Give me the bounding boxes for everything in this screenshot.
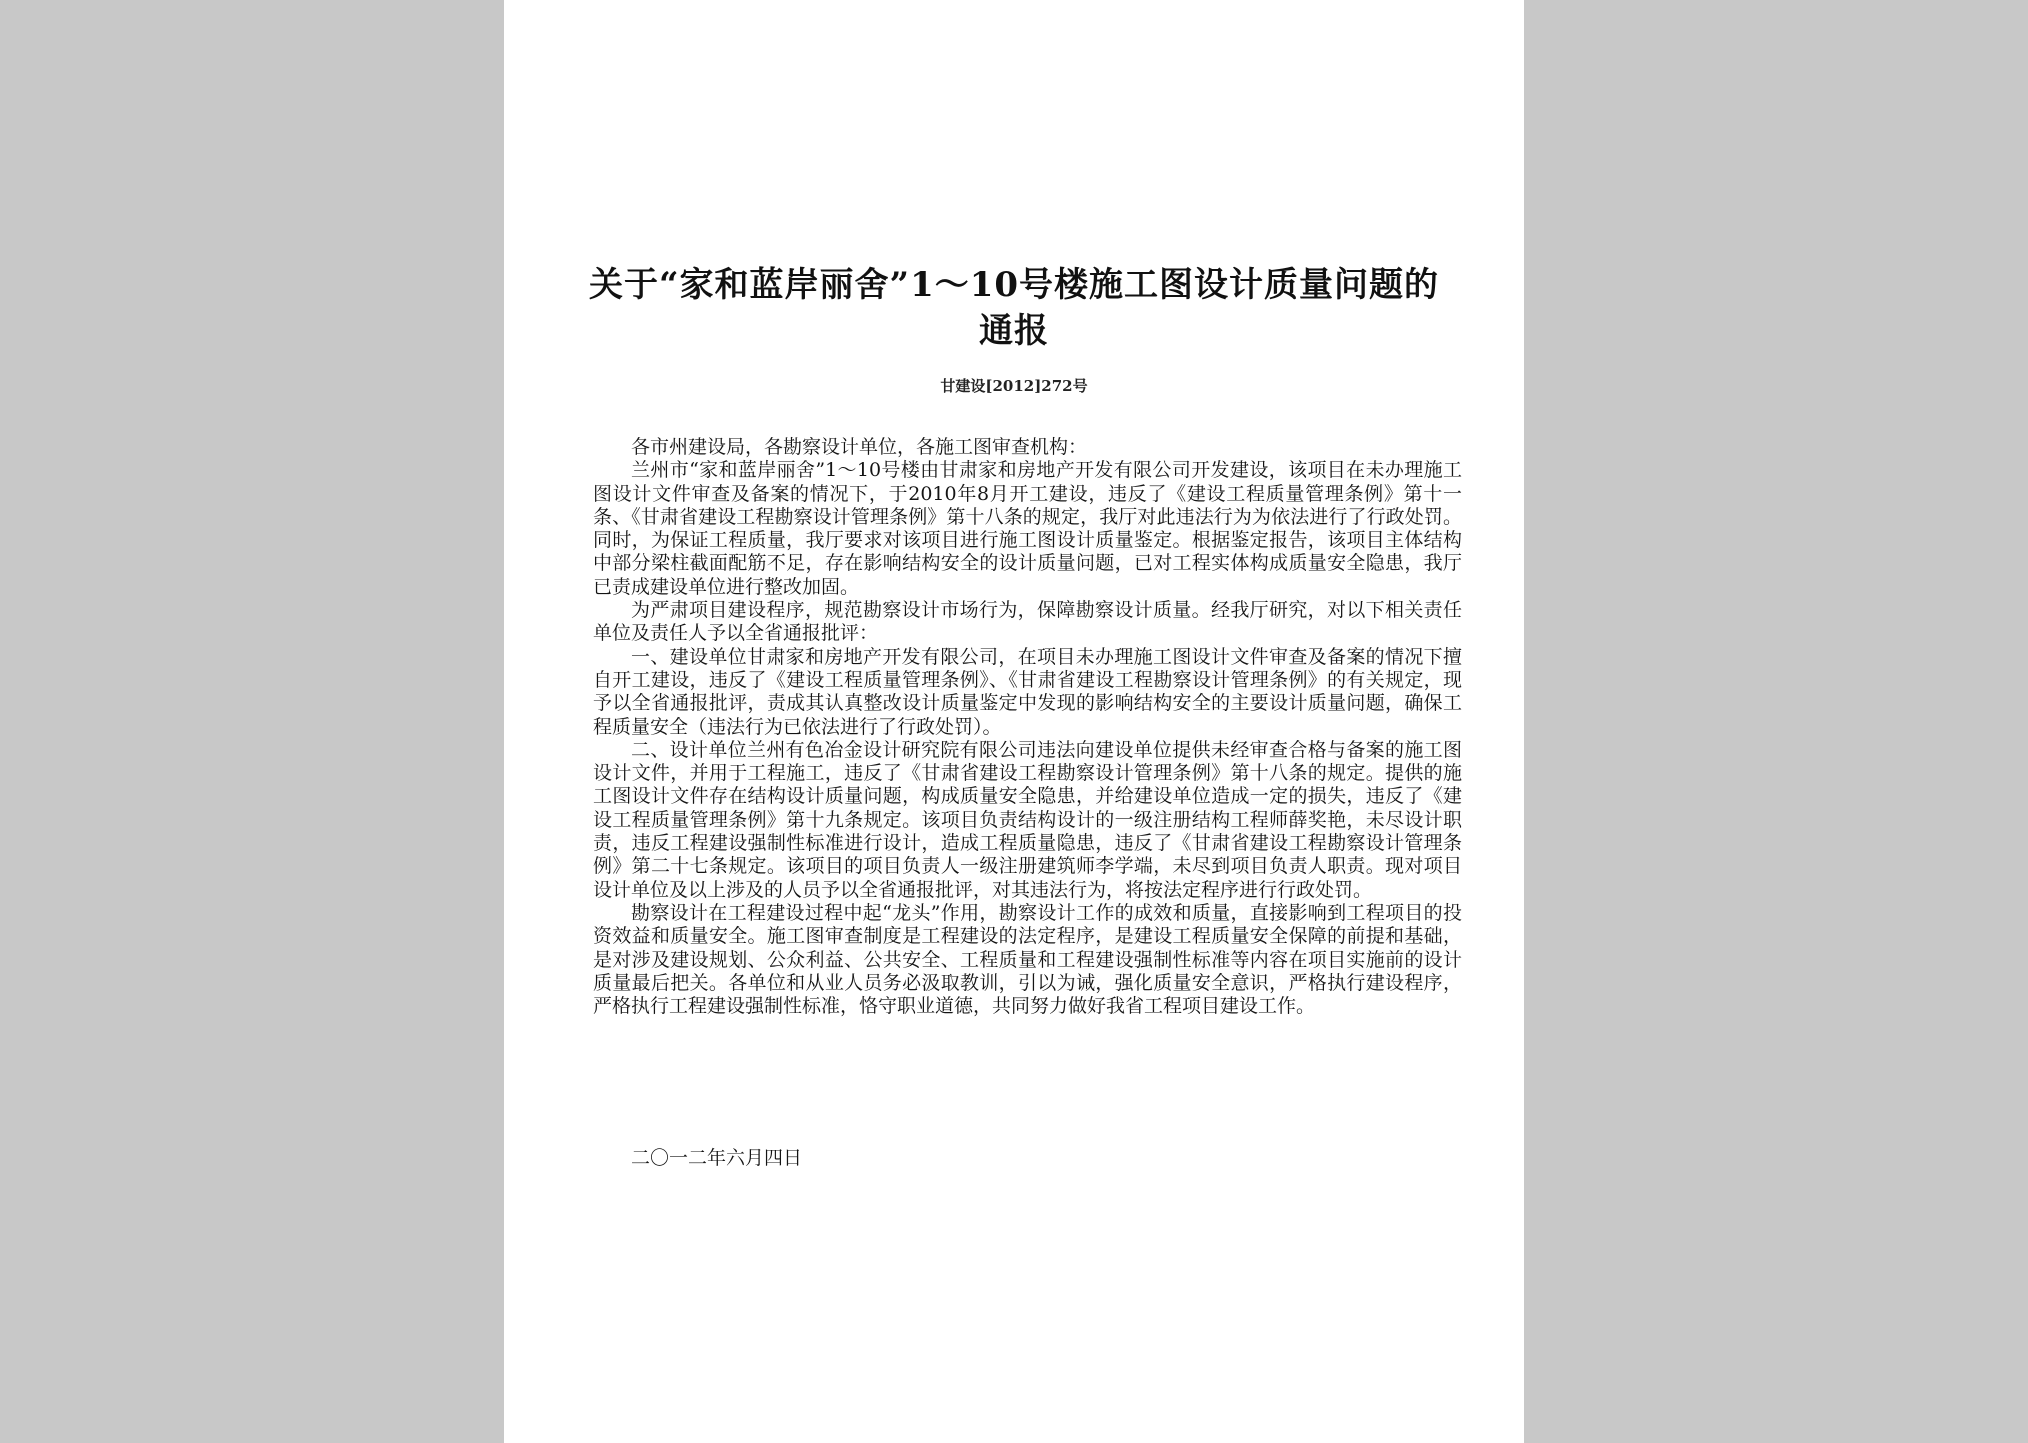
- document-number: 甘建设[2012]272号: [940, 377, 1088, 395]
- title-line-1: 关于“家和蓝岸丽舍”1～10号楼施工图设计质量问题的: [588, 265, 1440, 305]
- document-page: [504, 0, 1524, 1443]
- paragraph: 一、建设单位甘肃家和房地产开发有限公司，在项目未办理施工图设计文件审查及备案的情况下擅自开工建设，违反了《建设工程质量管理条例》、《甘肃省建设工程勘察设计管理条例》的有关规定，现予以全省通报批评，责成其认真整改设计质量鉴定中发现的影响结构安全的主要设计质量问题，确保工程质量安全（违法行为已依法进行了行政处罚）。: [593, 645, 1462, 738]
- salutation: 各市州建设局，各勘察设计单位，各施工图审查机构：: [631, 436, 1088, 458]
- document-body: [593, 436, 1462, 1018]
- paragraph: 为严肃项目建设程序，规范勘察设计市场行为，保障勘察设计质量。经我厅研究，对以下相关责任单位及责任人予以全省通报批评：: [593, 599, 1462, 645]
- paragraph: 勘察设计在工程建设过程中起“龙头”作用，勘察设计工作的成效和质量，直接影响到工程项目的投资效益和质量安全。施工图审查制度是工程建设的法定程序，是建设工程质量安全保障的前提和基础，是对涉及建设规划、公众利益、公共安全、工程质量和工程建设强制性标准等内容在项目实施前的设计质量最后把关。各单位和从业人员务必汲取教训，引以为诫，强化质量安全意识，严格执行建设程序，严格执行工程建设强制性标准，恪守职业道德，共同努力做好我省工程项目建设工作。: [593, 901, 1462, 1018]
- document-date: 二〇一二年六月四日: [631, 1147, 803, 1169]
- document-title: [564, 262, 1464, 354]
- title-line-2: 通报: [979, 311, 1049, 351]
- paragraph: 二、设计单位兰州有色冶金设计研究院有限公司违法向建设单位提供未经审查合格与备案的施工图设计文件，并用于工程施工，违反了《甘肃省建设工程勘察设计管理条例》第十八条的规定。提供的施工图设计文件存在结构设计质量问题，构成质量安全隐患，并给建设单位造成一定的损失，违反了《建设工程质量管理条例》第十九条规定。该项目负责结构设计的一级注册结构工程师薛奖艳，未尽设计职责，违反工程建设强制性标准进行设计，造成工程质量隐患，违反了《甘肃省建设工程勘察设计管理条例》第二十七条规定。该项目的项目负责人一级注册建筑师李学端，未尽到项目负责人职责。现对项目设计单位及以上涉及的人员予以全省通报批评，对其违法行为，将按法定程序进行行政处罚。: [593, 738, 1462, 901]
- paragraph: 兰州市“家和蓝岸丽舍”1～10号楼由甘肃家和房地产开发有限公司开发建设，该项目在未办理施工图设计文件审查及备案的情况下，于2010年8月开工建设，违反了《建设工程质量管理条例》第十一条、《甘肃省建设工程勘察设计管理条例》第十八条的规定，我厅对此违法行为为依法进行了行政处罚。同时，为保证工程质量，我厅要求对该项目进行施工图设计质量鉴定。根据鉴定报告，该项目主体结构中部分梁柱截面配筋不足，存在影响结构安全的设计质量问题，已对工程实体构成质量安全隐患，我厅已责成建设单位进行整改加固。: [593, 459, 1462, 598]
